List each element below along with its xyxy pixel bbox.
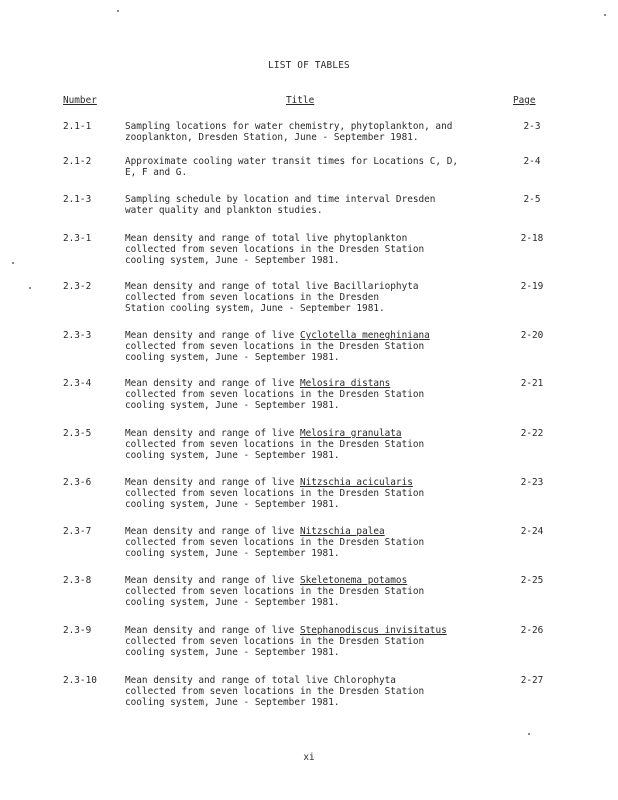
table-number: 2.3-1 — [63, 233, 92, 244]
table-title-line — [125, 526, 505, 537]
title-text: collected from seven locations in the Dresden Station — [125, 586, 425, 598]
title-text: zooplankton, Dresden Station, June - September 1981. — [125, 132, 419, 144]
title-text: Mean density and range of live — [125, 378, 300, 389]
table-number: 2.3-2 — [63, 281, 92, 292]
species-name: Cyclotella meneghiniana — [299, 330, 430, 341]
table-number: 2.3-4 — [63, 378, 92, 389]
table-title-line — [125, 400, 505, 411]
title-text: cooling system, June - September 1981. — [125, 400, 340, 412]
table-number: 2.1-1 — [63, 121, 92, 132]
table-title — [125, 526, 505, 560]
scan-speck — [117, 10, 119, 12]
table-page: 2-25 — [520, 575, 544, 586]
table-number: 2.3-9 — [63, 625, 92, 636]
title-text: Mean density and range of live — [125, 625, 300, 636]
table-number: 2.3-7 — [63, 526, 92, 537]
table-title — [125, 194, 505, 216]
title-text: cooling system, June - September 1981. — [125, 255, 340, 267]
title-text: cooling system, June - September 1981. — [125, 697, 340, 709]
species-name: Melosira distans — [299, 378, 391, 389]
title-text: Sampling schedule by location and time interval Dresden — [125, 194, 436, 205]
title-text: cooling system, June - September 1981. — [125, 647, 340, 659]
column-header-page: Page — [513, 95, 536, 106]
title-text: collected from seven locations in the Dresden Station — [125, 389, 425, 401]
table-title-line — [125, 697, 505, 708]
table-title — [125, 575, 505, 609]
table-title — [125, 378, 505, 412]
table-title — [125, 281, 505, 315]
table-title — [125, 477, 505, 511]
species-name: Melosira granulata — [299, 428, 402, 439]
species-name: Nitzschia acicularis — [299, 477, 413, 488]
scan-speck — [12, 262, 14, 264]
title-text: collected from seven locations in the Dresden Station — [125, 244, 425, 256]
species-name: Nitzschia palea — [299, 526, 385, 537]
table-page: 2-21 — [520, 378, 544, 389]
table-title-line — [125, 586, 505, 597]
table-title-line — [125, 167, 505, 178]
title-text: cooling system, June - September 1981. — [125, 597, 340, 609]
table-page: 2-19 — [520, 281, 544, 292]
title-text: Station cooling system, June - September 1981. — [125, 303, 385, 315]
table-page: 2-3 — [523, 121, 541, 132]
table-title-line — [125, 625, 505, 636]
title-text: Approximate cooling water transit times for Locations C, D, — [125, 156, 459, 167]
table-title-line — [125, 499, 505, 510]
title-text: Mean density and range of live — [125, 526, 300, 537]
title-text: Mean density and range of live — [125, 428, 300, 439]
title-text: collected from seven locations in the Dresden Station — [125, 341, 425, 353]
title-text: water quality and plankton studies. — [125, 205, 323, 217]
table-title-line — [125, 488, 505, 499]
table-title-line — [125, 303, 505, 314]
title-text: collected from seven locations in the Dresden Station — [125, 636, 425, 648]
table-title-line — [125, 647, 505, 658]
table-page: 2-4 — [523, 156, 541, 167]
title-text: collected from seven locations in the Dresden — [125, 292, 379, 304]
table-title-line — [125, 636, 505, 647]
scan-speck — [528, 733, 530, 735]
table-number: 2.3-10 — [63, 675, 97, 686]
column-header-number: Number — [63, 95, 97, 106]
page-folio: xi — [303, 752, 315, 763]
title-text: E, F and G. — [125, 167, 188, 179]
table-number: 2.3-5 — [63, 428, 92, 439]
table-title-line — [125, 194, 505, 205]
table-title-line — [125, 537, 505, 548]
table-title-line — [125, 428, 505, 439]
table-number: 2.3-6 — [63, 477, 92, 488]
table-title — [125, 233, 505, 267]
table-title-line — [125, 121, 505, 132]
scan-speck — [604, 14, 606, 16]
table-title-line — [125, 292, 505, 303]
title-text: Mean density and range of live — [125, 477, 300, 488]
table-page: 2-20 — [520, 330, 544, 341]
table-page: 2-26 — [520, 625, 544, 636]
table-title-line — [125, 450, 505, 461]
species-name: Skeletonema potamos — [299, 575, 408, 586]
table-title-line — [125, 548, 505, 559]
title-text: Sampling locations for water chemistry, phytoplankton, and — [125, 121, 453, 132]
table-title — [125, 428, 505, 462]
table-page: 2-22 — [520, 428, 544, 439]
title-text: cooling system, June - September 1981. — [125, 548, 340, 560]
table-title-line — [125, 378, 505, 389]
title-text: Mean density and range of total live Bacillariophyta — [125, 281, 419, 292]
table-title-line — [125, 281, 505, 292]
table-title-line — [125, 255, 505, 266]
table-page: 2-18 — [520, 233, 544, 244]
table-title — [125, 156, 505, 178]
scan-speck — [29, 287, 31, 289]
column-header-title: Title — [286, 95, 315, 106]
table-title-line — [125, 597, 505, 608]
table-title-line — [125, 675, 505, 686]
table-title-line — [125, 244, 505, 255]
table-title-line — [125, 156, 505, 167]
table-page: 2-23 — [520, 477, 544, 488]
table-title-line — [125, 205, 505, 216]
title-text: collected from seven locations in the Dresden Station — [125, 537, 425, 549]
title-text: collected from seven locations in the Dresden Station — [125, 439, 425, 451]
table-title-line — [125, 439, 505, 450]
table-title-line — [125, 132, 505, 143]
title-text: collected from seven locations in the Dresden Station — [125, 488, 425, 500]
table-number: 2.1-2 — [63, 156, 92, 167]
table-title-line — [125, 341, 505, 352]
table-title-line — [125, 352, 505, 363]
table-title-line — [125, 389, 505, 400]
title-text: cooling system, June - September 1981. — [125, 352, 340, 364]
table-number: 2.3-3 — [63, 330, 92, 341]
title-text: Mean density and range of live — [125, 575, 300, 586]
title-text: Mean density and range of total live Chlorophyta — [125, 675, 396, 686]
table-number: 2.3-8 — [63, 575, 92, 586]
title-text: cooling system, June - September 1981. — [125, 499, 340, 511]
table-page: 2-27 — [520, 675, 544, 686]
title-text: collected from seven locations in the Dresden Station — [125, 686, 425, 698]
table-title — [125, 625, 505, 659]
table-title-line — [125, 330, 505, 341]
table-page: 2-24 — [520, 526, 544, 537]
species-name: Stephanodiscus invisitatus — [299, 625, 447, 636]
table-title-line — [125, 477, 505, 488]
table-title — [125, 675, 505, 709]
table-number: 2.1-3 — [63, 194, 92, 205]
table-title — [125, 330, 505, 364]
title-text: cooling system, June - September 1981. — [125, 450, 340, 462]
title-text: Mean density and range of live — [125, 330, 300, 341]
table-title — [125, 121, 505, 143]
table-page: 2-5 — [523, 194, 541, 205]
table-title-line — [125, 233, 505, 244]
title-text: Mean density and range of total live phytoplankton — [125, 233, 408, 244]
table-title-line — [125, 686, 505, 697]
table-title-line — [125, 575, 505, 586]
page-title: LIST OF TABLES — [268, 60, 350, 71]
